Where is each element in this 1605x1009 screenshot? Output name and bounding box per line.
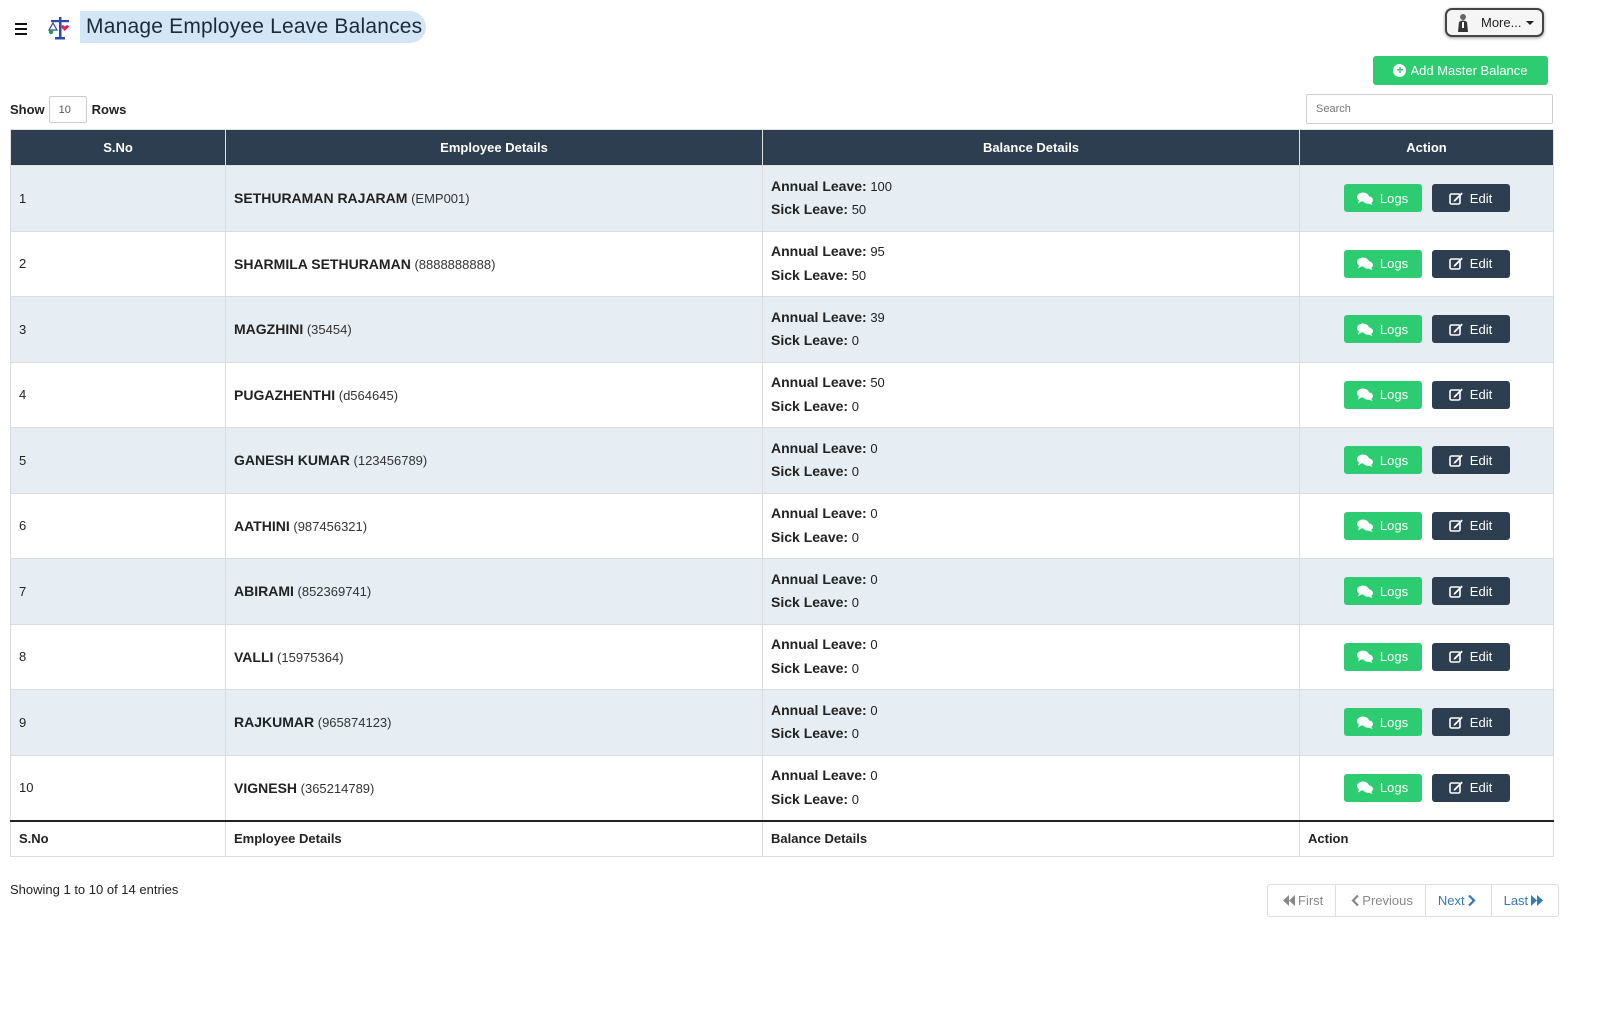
edit-button[interactable] <box>1432 250 1510 278</box>
annual-leave-label: Annual Leave: <box>771 177 867 194</box>
rows-label: Rows <box>91 102 127 117</box>
edit-icon <box>1449 585 1463 598</box>
sick-leave-label: Sick Leave: <box>771 659 849 676</box>
sno-value: 10 <box>19 780 34 795</box>
sick-leave-value: 0 <box>851 726 859 742</box>
comments-icon <box>1357 650 1373 663</box>
employee-cell <box>226 624 763 690</box>
employee-cell <box>226 428 763 494</box>
sick-leave-label: Sick Leave: <box>771 594 849 611</box>
annual-leave-label: Annual Leave: <box>771 374 867 391</box>
balance-cell <box>763 755 1300 821</box>
employee-code: (965874123) <box>317 715 392 731</box>
balance-cell <box>763 166 1300 232</box>
sno-cell <box>11 231 226 297</box>
logs-label: Logs <box>1379 387 1409 403</box>
sick-leave-value: 0 <box>851 660 859 676</box>
edit-button[interactable] <box>1432 184 1510 212</box>
sno-value: 4 <box>19 387 27 403</box>
last-label: Last <box>1503 893 1529 908</box>
column-header-action[interactable]: Action <box>1300 130 1554 166</box>
footer-employee-details: Employee Details <box>226 821 763 857</box>
annual-leave-value: 0 <box>870 440 878 456</box>
edit-icon <box>1449 519 1463 532</box>
comments-icon <box>1357 781 1373 794</box>
employee-code: (35454) <box>306 322 352 338</box>
table-body <box>11 166 1554 821</box>
plus-circle-icon: + <box>1393 64 1406 77</box>
edit-button[interactable] <box>1432 708 1510 736</box>
balance-cell <box>763 624 1300 690</box>
employee-code: (987456321) <box>293 518 368 534</box>
logs-button[interactable] <box>1344 250 1422 278</box>
edit-button[interactable] <box>1432 512 1510 540</box>
table-row <box>11 690 1554 756</box>
annual-leave-label: Annual Leave: <box>771 243 867 260</box>
logs-label: Logs <box>1379 518 1409 534</box>
add-master-balance-label: Add Master Balance <box>1410 63 1528 78</box>
action-cell <box>1300 428 1554 494</box>
balance-cell <box>763 231 1300 297</box>
balance-cell <box>763 559 1300 625</box>
sick-leave-label: Sick Leave: <box>771 332 849 349</box>
double-chevron-left-icon <box>1283 895 1295 906</box>
edit-label: Edit <box>1469 649 1493 665</box>
employee-name: VALLI <box>234 648 274 665</box>
logs-button[interactable] <box>1344 774 1422 802</box>
sick-leave-label: Sick Leave: <box>771 463 849 480</box>
table-row <box>11 362 1554 428</box>
logs-button[interactable] <box>1344 446 1422 474</box>
show-label: Show <box>10 102 45 117</box>
edit-label: Edit <box>1469 780 1493 795</box>
annual-leave-value: 95 <box>870 244 885 260</box>
employee-cell <box>226 690 763 756</box>
action-cell <box>1300 231 1554 297</box>
employee-code: (852369741) <box>297 584 372 600</box>
edit-label: Edit <box>1469 321 1493 337</box>
annual-leave-value: 0 <box>870 702 878 718</box>
edit-icon <box>1449 454 1463 467</box>
sno-value: 9 <box>19 714 27 730</box>
employee-cell <box>226 297 763 363</box>
column-header-employee-details[interactable]: Employee Details <box>226 130 763 166</box>
sick-leave-label: Sick Leave: <box>771 790 849 807</box>
annual-leave-label: Annual Leave: <box>771 439 867 456</box>
edit-button[interactable] <box>1432 774 1510 802</box>
scales-logo-icon <box>47 14 73 42</box>
sno-value: 8 <box>19 649 27 665</box>
pagination <box>1267 884 1559 917</box>
previous-page-button[interactable] <box>1335 885 1425 916</box>
annual-leave-label: Annual Leave: <box>771 701 867 718</box>
employee-code: (123456789) <box>353 453 428 469</box>
annual-leave-label: Annual Leave: <box>771 570 867 587</box>
edit-button[interactable] <box>1432 577 1510 605</box>
sno-cell <box>11 755 226 821</box>
employee-code: (8888888888) <box>414 256 496 272</box>
entries-info: Showing 1 to 10 of 14 entries <box>10 882 179 897</box>
user-avatar-icon <box>1457 13 1469 33</box>
sno-cell <box>11 559 226 625</box>
sick-leave-label: Sick Leave: <box>771 266 849 283</box>
annual-leave-label: Annual Leave: <box>771 767 867 783</box>
more-label: More... <box>1481 15 1522 30</box>
sno-cell <box>11 166 226 232</box>
edit-label: Edit <box>1469 518 1493 534</box>
footer-balance-details: Balance Details <box>763 821 1300 857</box>
rows-per-page-control <box>10 96 126 123</box>
annual-leave-label: Annual Leave: <box>771 308 867 325</box>
first-page-button[interactable] <box>1268 885 1335 916</box>
column-header-sno[interactable]: S.No <box>11 130 226 166</box>
edit-label: Edit <box>1469 256 1493 272</box>
column-header-balance-details[interactable]: Balance Details <box>763 130 1300 166</box>
logs-button[interactable] <box>1344 512 1422 540</box>
edit-button[interactable] <box>1432 446 1510 474</box>
employee-cell <box>226 559 763 625</box>
annual-leave-label: Annual Leave: <box>771 505 867 522</box>
action-cell <box>1300 690 1554 756</box>
footer-action: Action <box>1300 821 1554 857</box>
edit-label: Edit <box>1469 583 1493 599</box>
employee-code: (15975364) <box>277 649 344 665</box>
action-cell <box>1300 559 1554 625</box>
table-row <box>11 231 1554 297</box>
add-master-balance-button[interactable] <box>1373 56 1548 85</box>
logs-button[interactable] <box>1344 643 1422 671</box>
employee-code: (d564645) <box>338 387 399 403</box>
annual-leave-value: 0 <box>870 571 878 587</box>
sick-leave-value: 0 <box>851 398 859 414</box>
edit-icon <box>1449 716 1463 729</box>
annual-leave-value: 100 <box>870 178 893 194</box>
edit-label: Edit <box>1469 387 1493 403</box>
chevron-right-icon <box>1468 895 1476 906</box>
action-cell <box>1300 362 1554 428</box>
action-cell <box>1300 297 1554 363</box>
sno-value: 5 <box>19 452 27 468</box>
employee-cell <box>226 362 763 428</box>
logs-button[interactable] <box>1344 184 1422 212</box>
edit-label: Edit <box>1469 190 1493 206</box>
sno-cell <box>11 493 226 559</box>
top-bar <box>0 0 1605 56</box>
table-row <box>11 755 1554 821</box>
employee-name: AATHINI <box>234 517 290 534</box>
sno-cell <box>11 690 226 756</box>
sick-leave-label: Sick Leave: <box>771 528 849 545</box>
annual-leave-label: Annual Leave: <box>771 636 867 653</box>
page-title: Manage Employee Leave Balances <box>86 15 423 38</box>
sno-value: 7 <box>19 583 27 599</box>
double-chevron-right-icon <box>1531 895 1543 906</box>
logs-label: Logs <box>1379 256 1409 272</box>
sno-cell <box>11 428 226 494</box>
edit-icon <box>1449 257 1463 270</box>
employee-name: ABIRAMI <box>234 583 294 600</box>
balance-cell <box>763 297 1300 363</box>
sick-leave-value: 0 <box>851 333 859 349</box>
action-cell <box>1300 166 1554 232</box>
employee-code: (365214789) <box>300 780 375 796</box>
comments-icon <box>1357 585 1373 598</box>
logs-label: Logs <box>1379 190 1409 206</box>
edit-button[interactable] <box>1432 643 1510 671</box>
action-cell <box>1300 493 1554 559</box>
edit-button[interactable] <box>1432 315 1510 343</box>
employee-name: SHARMILA SETHURAMAN <box>234 255 411 272</box>
edit-icon <box>1449 781 1463 794</box>
edit-icon <box>1449 388 1463 401</box>
balance-cell <box>763 362 1300 428</box>
sno-cell <box>11 624 226 690</box>
employee-name: MAGZHINI <box>234 321 304 338</box>
comments-icon <box>1357 192 1373 205</box>
comments-icon <box>1357 716 1373 729</box>
employee-name: VIGNESH <box>234 779 298 796</box>
balance-cell <box>763 690 1300 756</box>
search-input[interactable] <box>1306 94 1553 124</box>
logs-button[interactable] <box>1344 708 1422 736</box>
table-row <box>11 166 1554 232</box>
annual-leave-value: 0 <box>870 506 878 522</box>
logs-label: Logs <box>1379 321 1409 337</box>
edit-label: Edit <box>1469 714 1493 730</box>
comments-icon <box>1357 388 1373 401</box>
employee-code: (EMP001) <box>411 191 470 207</box>
edit-label: Edit <box>1469 452 1493 468</box>
logs-label: Logs <box>1379 714 1409 730</box>
rows-per-page-input[interactable] <box>49 96 87 123</box>
logs-label: Logs <box>1379 583 1409 599</box>
employee-name: RAJKUMAR <box>234 714 315 731</box>
sno-value: 2 <box>19 256 27 272</box>
action-cell <box>1300 624 1554 690</box>
table-header-row <box>11 130 1554 166</box>
table-footer-row <box>11 821 1554 857</box>
sick-leave-value: 0 <box>851 464 859 480</box>
sick-leave-value: 0 <box>851 791 859 807</box>
footer-sno: S.No <box>11 821 226 857</box>
table-row <box>11 428 1554 494</box>
sick-leave-value: 50 <box>851 202 867 218</box>
sick-leave-value: 0 <box>851 529 859 545</box>
sno-value: 6 <box>19 518 27 534</box>
leave-balance-table <box>10 129 1554 857</box>
employee-cell <box>226 493 763 559</box>
sick-leave-label: Sick Leave: <box>771 725 849 742</box>
previous-label: Previous <box>1362 893 1413 908</box>
table-row <box>11 297 1554 363</box>
action-cell <box>1300 755 1554 821</box>
edit-icon <box>1449 323 1463 336</box>
next-label: Next <box>1437 893 1465 908</box>
comments-icon <box>1357 257 1373 270</box>
balance-cell <box>763 493 1300 559</box>
sick-leave-label: Sick Leave: <box>771 397 849 414</box>
comments-icon <box>1357 323 1373 336</box>
logs-label: Logs <box>1379 780 1409 795</box>
table-row <box>11 493 1554 559</box>
logs-label: Logs <box>1379 452 1409 468</box>
last-page-button[interactable] <box>1491 885 1559 916</box>
sno-value: 3 <box>19 321 27 337</box>
employee-cell <box>226 166 763 232</box>
comments-icon <box>1357 519 1373 532</box>
employee-cell <box>226 231 763 297</box>
comments-icon <box>1357 454 1373 467</box>
logs-label: Logs <box>1379 649 1409 665</box>
sick-leave-value: 50 <box>851 267 867 283</box>
sno-value: 1 <box>19 190 27 206</box>
logs-button[interactable] <box>1344 577 1422 605</box>
annual-leave-value: 39 <box>870 309 885 325</box>
edit-icon <box>1449 192 1463 205</box>
edit-icon <box>1449 650 1463 663</box>
employee-cell <box>226 755 763 821</box>
employee-name: PUGAZHENTHI <box>234 386 336 403</box>
sno-cell <box>11 297 226 363</box>
table-row <box>11 624 1554 690</box>
sno-cell <box>11 362 226 428</box>
sick-leave-value: 0 <box>851 595 859 611</box>
logs-button[interactable] <box>1344 315 1422 343</box>
annual-leave-value: 50 <box>870 375 885 391</box>
sick-leave-label: Sick Leave: <box>771 201 849 218</box>
balance-cell <box>763 428 1300 494</box>
next-page-button[interactable] <box>1425 885 1491 916</box>
first-label: First <box>1298 893 1324 908</box>
logs-button[interactable] <box>1344 381 1422 409</box>
table-row <box>11 559 1554 625</box>
more-dropdown-button[interactable] <box>1445 8 1544 37</box>
annual-leave-value: 0 <box>870 768 878 783</box>
chevron-left-icon <box>1351 895 1359 906</box>
edit-button[interactable] <box>1432 381 1510 409</box>
employee-name: GANESH KUMAR <box>234 452 350 469</box>
annual-leave-value: 0 <box>870 637 878 653</box>
hamburger-icon[interactable] <box>10 17 32 41</box>
employee-name: SETHURAMAN RAJARAM <box>234 190 408 207</box>
caret-down-icon <box>1526 21 1534 25</box>
